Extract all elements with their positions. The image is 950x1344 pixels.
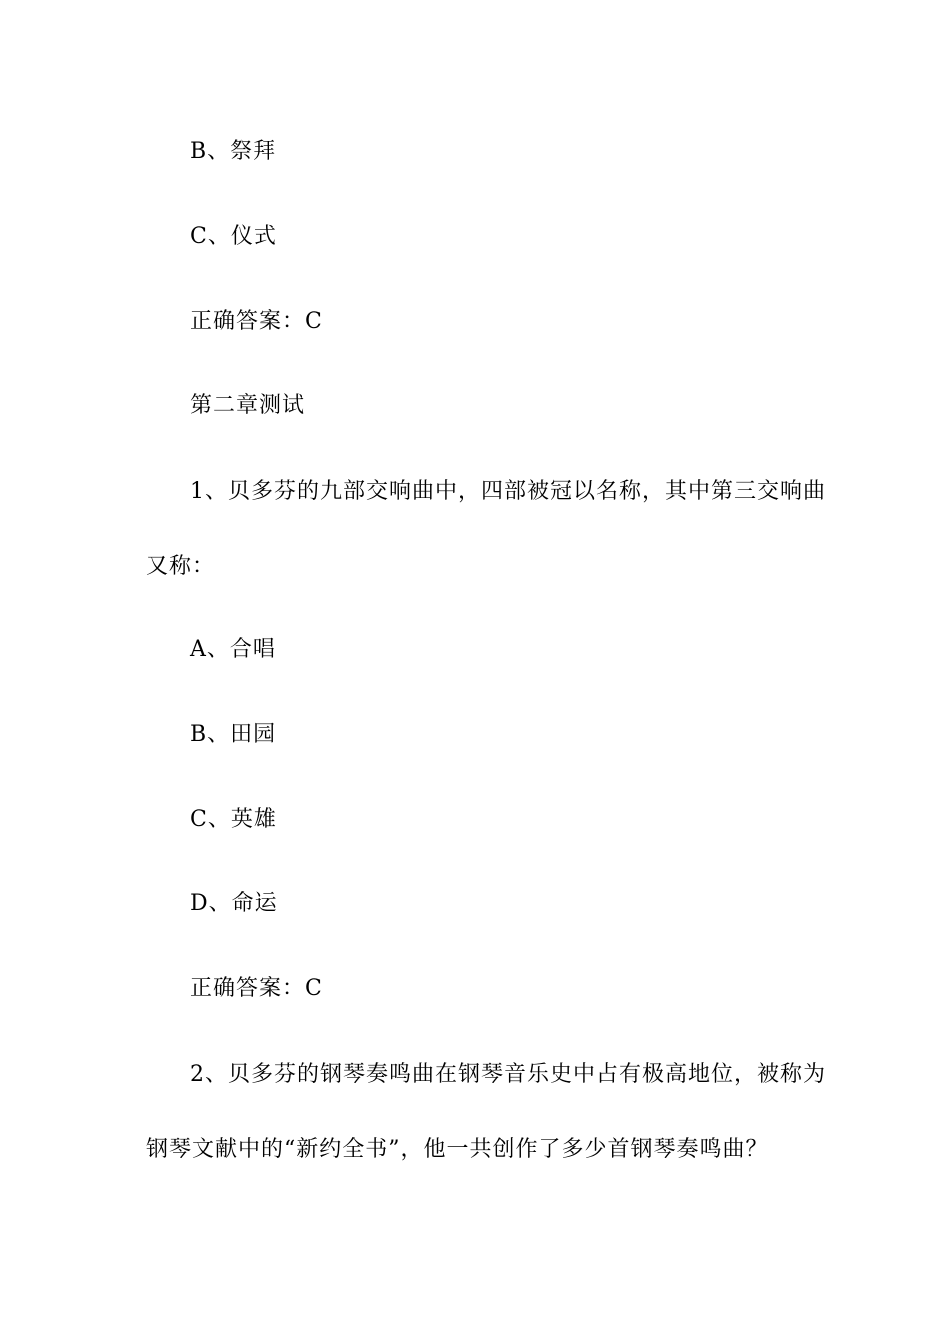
chapter-heading: 第二章测试: [190, 393, 306, 418]
q1-option-d: D、命运: [190, 891, 278, 916]
question-1-line-2: 又称：: [146, 554, 216, 579]
q1-answer: 正确答案：C: [190, 976, 323, 1001]
q1-option-b: B、田园: [190, 722, 277, 747]
question-2-line-1: 2、贝多芬的钢琴奏鸣曲在钢琴音乐史中占有极高地位，被称为: [190, 1062, 826, 1087]
option-b-prev: B、祭拜: [190, 139, 277, 164]
q1-option-c: C、英雄: [190, 807, 277, 832]
option-c-prev: C、仪式: [190, 224, 277, 249]
question-2-line-2: 钢琴文献中的“新约全书”，他一共创作了多少首钢琴奏鸣曲？: [146, 1137, 769, 1162]
answer-prev: 正确答案：C: [190, 309, 323, 334]
question-1-line-1: 1、贝多芬的九部交响曲中，四部被冠以名称，其中第三交响曲: [190, 479, 826, 504]
q1-option-a: A、合唱: [190, 637, 276, 662]
